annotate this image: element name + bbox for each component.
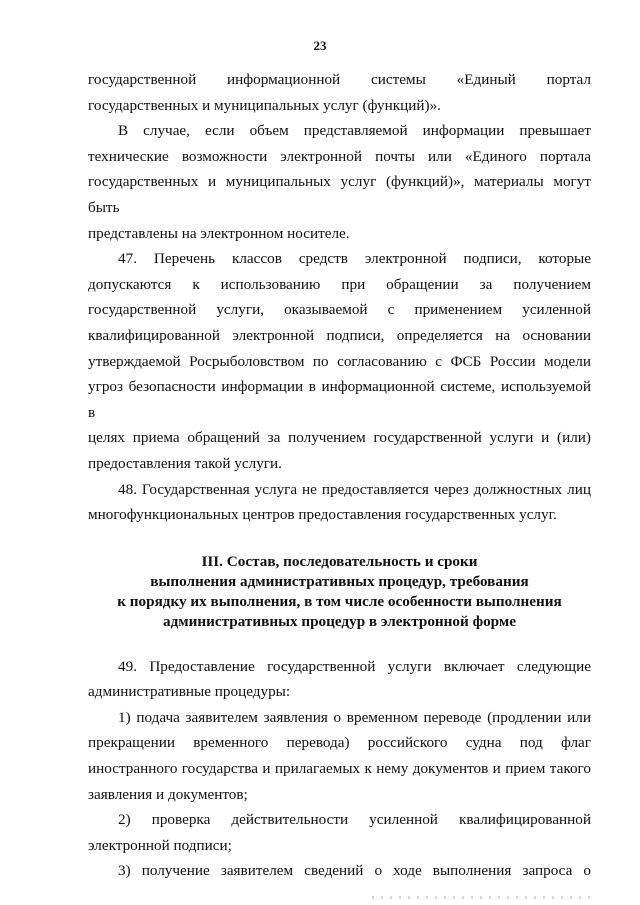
heading-line: административных процедур в электронной форме <box>163 612 516 630</box>
text-line: 47. Перечень классов средств электронной подписи, которые <box>118 250 591 268</box>
page-number: 23 <box>313 38 327 53</box>
text-line: технические возможности электронной почты или «Единого портала <box>88 147 591 165</box>
text-line: государственной услуги, оказываемой с применением усиленной <box>88 301 591 319</box>
text-line: 3) получение заявителем сведений о ходе выполнения запроса о <box>118 862 591 880</box>
text-line: 48. Государственная услуга не предоставляется через должностных лиц <box>118 480 591 498</box>
text-line: квалифицированной электронной подписи, определяется на основании <box>88 326 591 344</box>
text-line: утверждаемой Росрыболовством по согласованию с ФСБ России модели <box>88 352 591 370</box>
heading-line: к порядку их выполнения, в том числе особенности выполнения <box>117 592 562 610</box>
text-line: иностранного государства и прилагаемых к нему документов и прием такого <box>88 760 591 778</box>
paragraph-continuation <box>88 67 591 118</box>
text-line: государственных и муниципальных услуг (функций)». <box>88 96 441 114</box>
text-line: государственных и муниципальных услуг (функций)», материалы могут быть <box>88 173 591 216</box>
text-line: угроз безопасности информации в информационной системе, используемой в <box>88 378 591 421</box>
text-line: 2) проверка действительности усиленной квалифицированной <box>118 811 591 829</box>
text-line: электронной подписи; <box>88 836 232 854</box>
text-line: В случае, если объем представляемой информации превышает <box>118 122 591 140</box>
text-line: 1) подача заявителем заявления о временном переводе (продлении или <box>118 708 591 726</box>
scan-artifact <box>372 896 592 899</box>
paragraph-47 <box>88 246 591 476</box>
text-line: государственной информационной системы «Единый портал <box>88 71 591 88</box>
text-line: административные процедуры: <box>88 683 291 701</box>
paragraph-electronic-media <box>88 118 591 246</box>
text-line: прекращении временного перевода) российского судна под флаг <box>88 734 591 752</box>
text-line: предоставления такой услуги. <box>88 454 282 472</box>
list-item-3 <box>88 858 591 884</box>
heading-line: III. Состав, последовательность и сроки <box>201 552 478 570</box>
section-heading <box>88 552 591 632</box>
text-line: допускаются к использованию при обращении за получением <box>88 275 591 293</box>
list-item-2 <box>88 807 591 858</box>
text-line: заявления и документов; <box>88 785 248 803</box>
text-line: 49. Предоставление государственной услуги включает следующие <box>118 657 591 675</box>
paragraph-48 <box>88 477 591 528</box>
list-item-1 <box>88 705 591 807</box>
document-body <box>88 67 591 884</box>
text-line: многофункциональных центров предоставления государственных услуг. <box>88 506 557 524</box>
paragraph-49 <box>88 654 591 705</box>
heading-line: выполнения административных процедур, требования <box>150 572 529 590</box>
text-line: представлены на электронном носителе. <box>88 224 350 242</box>
text-line: целях приема обращений за получением государственной услуги и (или) <box>88 429 591 447</box>
